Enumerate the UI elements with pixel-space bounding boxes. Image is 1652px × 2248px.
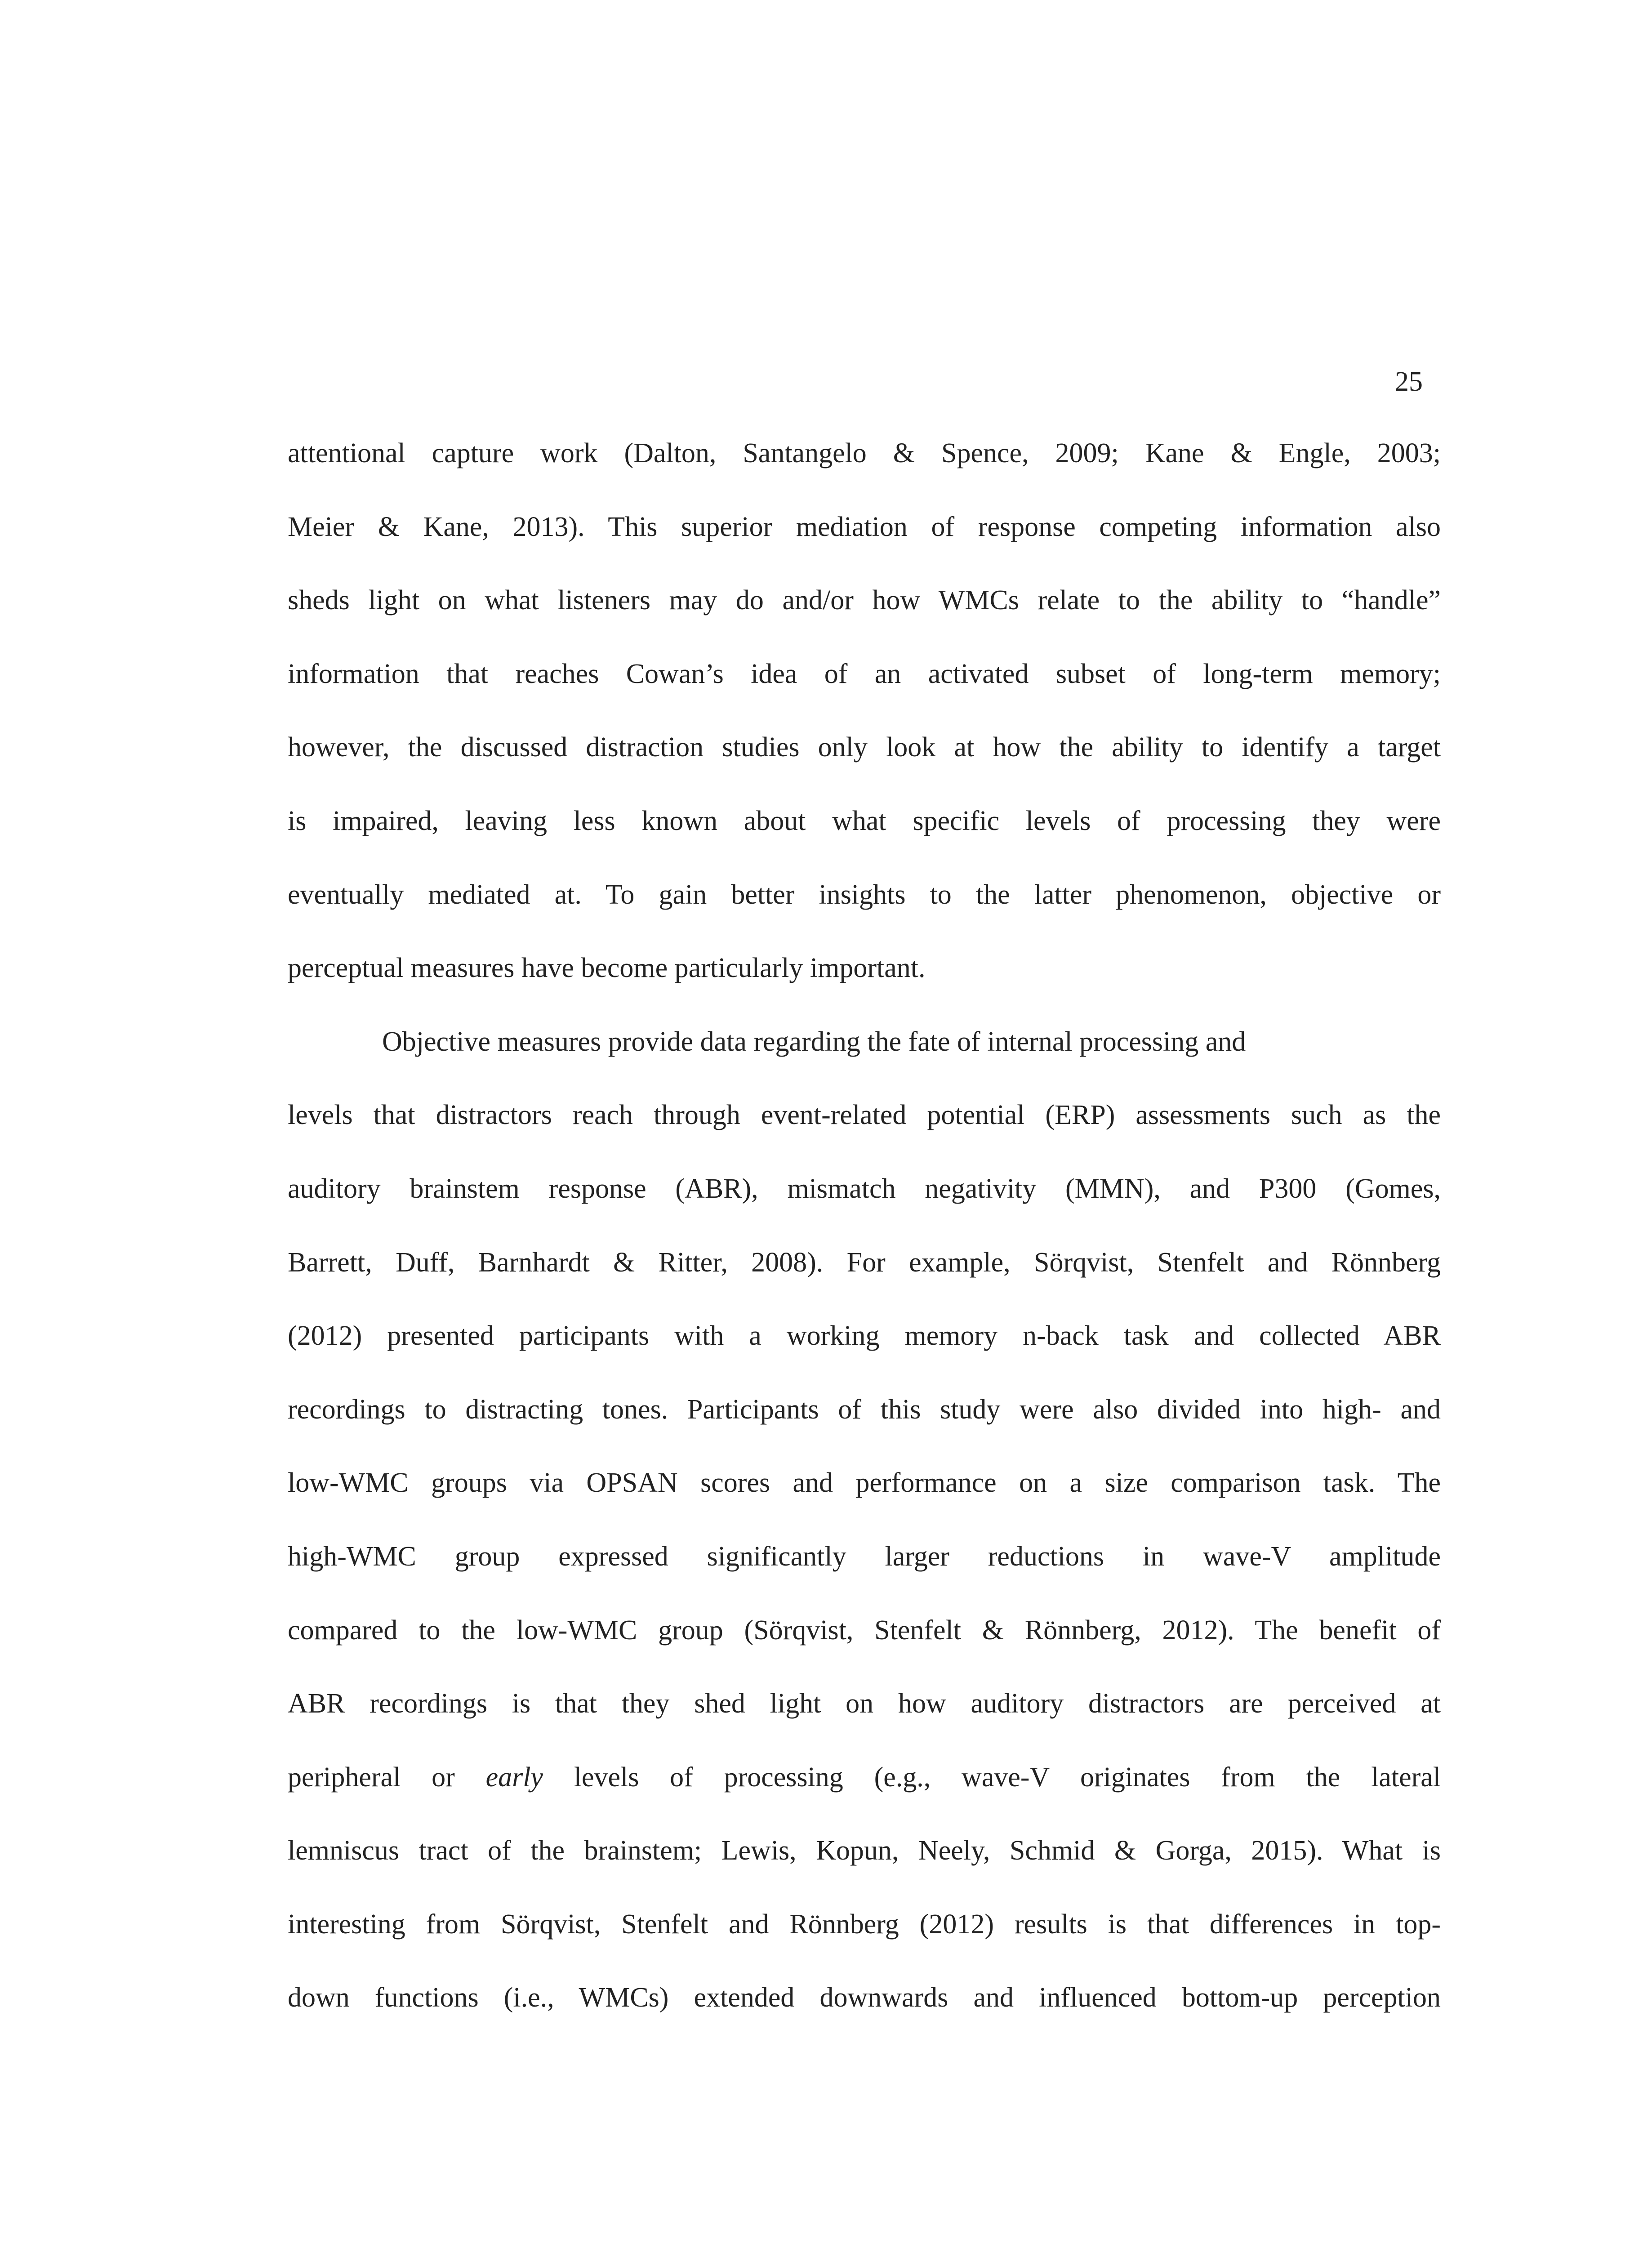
italic-term: early bbox=[485, 1762, 543, 1793]
text-line: interesting from Sörqvist, Stenfelt and Rönnberg (2012) results is that differences in top- bbox=[288, 1909, 1441, 1940]
text-line: perceptual measures have become particularly important. bbox=[288, 953, 926, 984]
text-line: low-WMC groups via OPSAN scores and performance on a size comparison task. The bbox=[288, 1467, 1441, 1499]
text-line: ABR recordings is that they shed light on how auditory distractors are perceived at bbox=[288, 1688, 1441, 1719]
text-line: levels that distractors reach through event-related potential (ERP) assessments such as the bbox=[288, 1100, 1441, 1131]
body-text bbox=[288, 435, 1441, 2053]
text-line: Barrett, Duff, Barnhardt & Ritter, 2008). For example, Sörqvist, Stenfelt and Rönnberg bbox=[288, 1247, 1441, 1278]
text-line: eventually mediated at. To gain better insights to the latter phenomenon, objective or bbox=[288, 879, 1441, 910]
text-line-indented: Objective measures provide data regarding the fate of internal processing and bbox=[382, 1026, 1246, 1057]
text-line: attentional capture work (Dalton, Santangelo & Spence, 2009; Kane & Engle, 2003; bbox=[288, 438, 1441, 468]
text-line: recordings to distracting tones. Participants of this study were also divided into high- and bbox=[288, 1394, 1441, 1425]
text-line: sheds light on what listeners may do and/or how WMCs relate to the ability to “handle” bbox=[288, 585, 1441, 616]
text-line: however, the discussed distraction studies only look at how the ability to identify a target bbox=[288, 732, 1441, 763]
text-segment: levels of processing (e.g., wave-V originates from the lateral bbox=[543, 1762, 1441, 1793]
text-line: information that reaches Cowan’s idea of an activated subset of long-term memory; bbox=[288, 658, 1441, 689]
page-number: 25 bbox=[1395, 366, 1423, 397]
text-line: high-WMC group expressed significantly larger reductions in wave-V amplitude bbox=[288, 1541, 1441, 1572]
text-line: lemniscus tract of the brainstem; Lewis, Kopun, Neely, Schmid & Gorga, 2015). What is bbox=[288, 1835, 1441, 1866]
text-line: down functions (i.e., WMCs) extended downwards and influenced bottom-up perception bbox=[288, 1982, 1441, 2013]
text-line: is impaired, leaving less known about what specific levels of processing they were bbox=[288, 805, 1441, 836]
text-line: Meier & Kane, 2013). This superior mediation of response competing information also bbox=[288, 511, 1441, 542]
text-line-with-italic bbox=[288, 1759, 1441, 1833]
text-line: (2012) presented participants with a working memory n-back task and collected ABR bbox=[288, 1320, 1441, 1351]
text-segment: peripheral or bbox=[288, 1762, 486, 1793]
text-line: compared to the low-WMC group (Sörqvist, Stenfelt & Rönnberg, 2012). The benefit of bbox=[288, 1615, 1441, 1646]
text-line: auditory brainstem response (ABR), mismatch negativity (MMN), and P300 (Gomes, bbox=[288, 1173, 1441, 1204]
